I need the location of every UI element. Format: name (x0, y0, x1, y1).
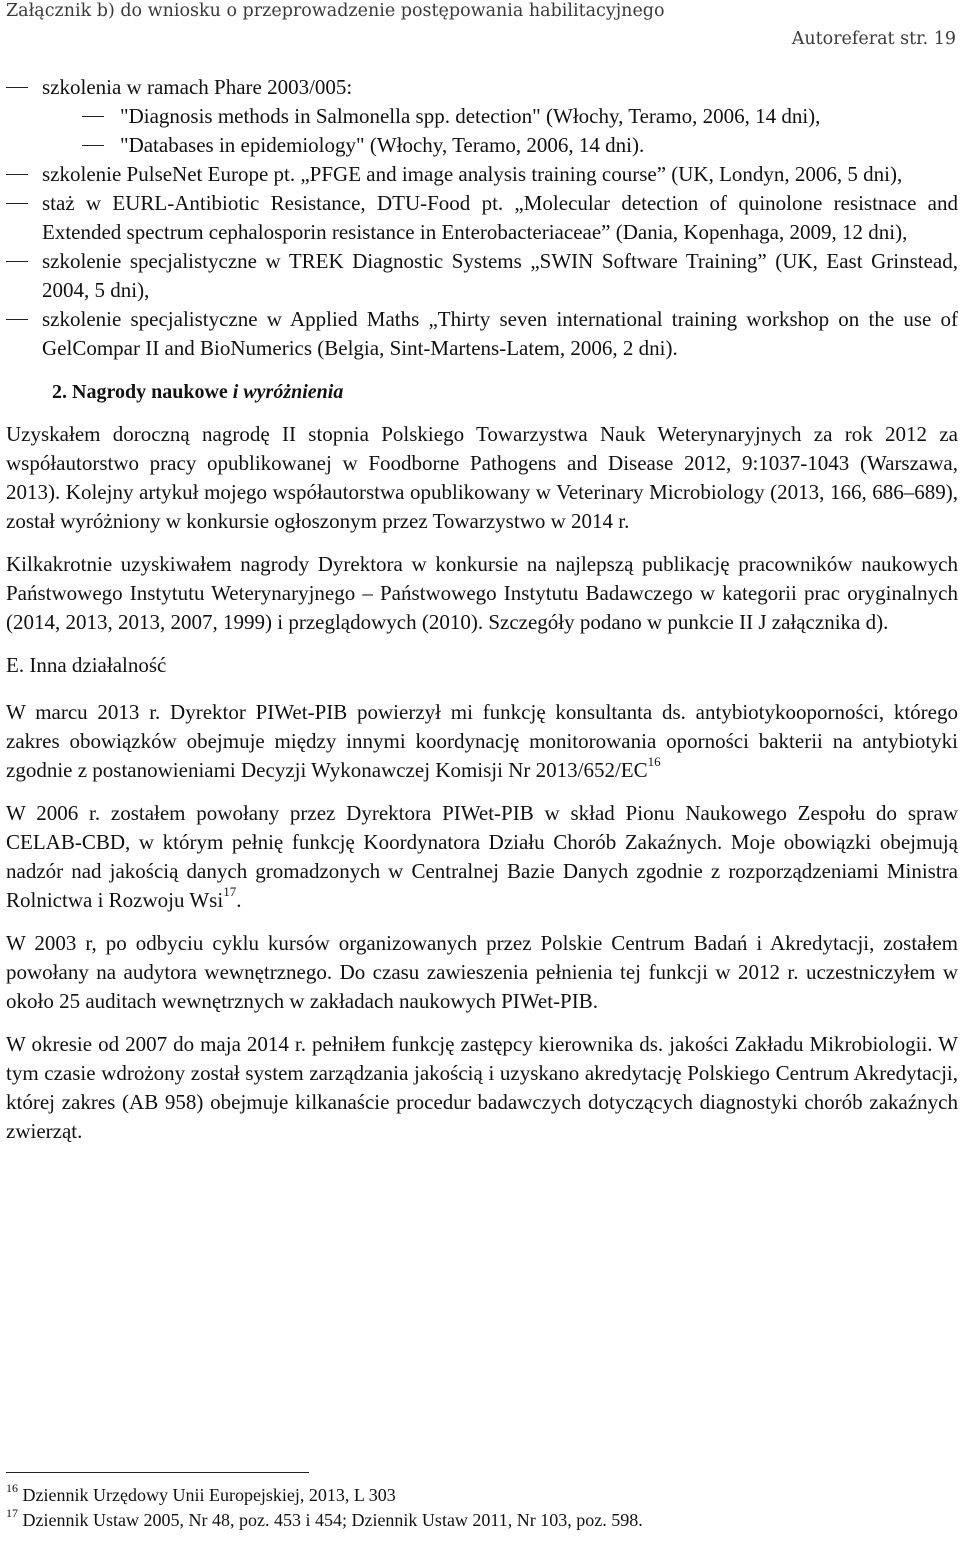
paragraph (6, 799, 958, 915)
section-title: Nagrody naukowe (72, 381, 228, 403)
page-number: Autoreferat str. 19 (791, 29, 956, 49)
paragraph (6, 698, 958, 785)
list-item (6, 305, 958, 363)
sublist-item (6, 102, 958, 131)
paragraph-text: W marcu 2013 r. Dyrektor PIWet-PIB powierzył mi funkcję konsultanta ds. antybiotykooporności, którego zakres obowiązków obejmuje między innymi koordynację monitorowania oporności bakterii na antybiotyki zgodnie z postanowieniami Decyzji Wykonawczej Komisji Nr 2013/652/EC (6, 700, 958, 782)
footnote (6, 1506, 643, 1531)
sublist-item (6, 131, 958, 160)
list-item-text: szkolenie PulseNet Europe pt. „PFGE and image analysis training course” (UK, Londyn, 2006, 5 dni), (42, 162, 903, 186)
footnote-ref[interactable]: 16 (647, 754, 661, 769)
paragraph: W 2003 r, po odbyciu cyklu kursów organizowanych przez Polskie Centrum Badań i Akredytacji, zostałem powołany na audytora wewnętrznego. Do czasu zawieszenia pełnienia tej funkcji w 2012 r. uczestniczyłem w około 25 auditach wewnętrznych w zakładach naukowych PIWet-PIB. (6, 931, 958, 1013)
header-title: Załącznik b) do wniosku o przeprowadzenie postępowania habilitacyjnego (6, 1, 665, 21)
footnote-ref[interactable]: 17 (223, 884, 237, 899)
list-item (6, 73, 958, 102)
list-item (6, 160, 958, 189)
list-item-text: szkolenie specjalistyczne w TREK Diagnostic Systems „SWIN Software Training” (UK, East Grinstead, 2004, 5 dni), (42, 249, 958, 302)
training-phare: szkolenia w ramach Phare 2003/005: (42, 75, 353, 99)
paragraph: W okresie od 2007 do maja 2014 r. pełniłem funkcję zastępcy kierownika ds. jakości Zakładu Mikrobiologii. W tym czasie wdrożony został system zarządzania jakością i uzyskano akredytację Polskiego Centrum Akredytacji, której zakres (AB 958) obejmuje kilkanaście procedur badawczych dotyczących diagnostyki chorób zakaźnych zwierząt. (6, 1032, 958, 1143)
list-item-text: szkolenie specjalistyczne w Applied Maths „Thirty seven international training workshop on the use of GelCompar II and BioNumerics (Belgia, Sint-Martens-Latem, 2006, 2 dni). (42, 307, 958, 360)
section-number: 2. (52, 381, 67, 403)
paragraph: Uzyskałem doroczną nagrodę II stopnia Polskiego Towarzystwa Nauk Weterynaryjnych za rok 2012 za współautorstwo pracy opublikowanej w Foodborne Pathogens and Disease 2012, 9:1037-1043 (Warszawa, 2013). Kolejny artykuł mojego współautorstwa opublikowany w Veterinary Microbiology (2013, 166, 686–689), został wyróżniony w konkursie ogłoszonym przez Towarzystwo w 2014 r. (6, 422, 958, 533)
section-e-heading: E. Inna działalność (6, 653, 167, 677)
footnote-separator (6, 1472, 309, 1473)
footnote-text: Dziennik Ustaw 2005, Nr 48, poz. 453 i 454; Dziennik Ustaw 2011, Nr 103, poz. 598. (22, 1510, 643, 1530)
footnote-number: 17 (6, 1506, 18, 1520)
footnote-number: 16 (6, 1481, 18, 1495)
list-item (6, 247, 958, 305)
section-title-italic: i wyróżnienia (232, 381, 344, 403)
sublist-item-text: "Diagnosis methods in Salmonella spp. detection" (Włochy, Teramo, 2006, 14 dni), (120, 104, 821, 128)
paragraph: Kilkakrotnie uzyskiwałem nagrody Dyrektora w konkursie na najlepszą publikację pracowników naukowych Państwowego Instytutu Weterynaryjnego – Państwowego Instytutu Badawczego w kategorii prac oryginalnych (2014, 2013, 2013, 2007, 1999) i przeglądowych (2010). Szczegóły podano w punkcie II J załącznika d). (6, 552, 958, 634)
page-header (6, 0, 960, 50)
list-item-text: staż w EURL-Antibiotic Resistance, DTU-Food pt. „Molecular detection of quinolone resistnace and Extended spectrum cephalosporin resistance in Enterobacteriaceae” (Dania, Kopenhaga, 2009, 12 dni), (42, 191, 958, 244)
document-body (6, 73, 958, 1160)
footnote-text: Dziennik Urzędowy Unii Europejskiej, 2013, L 303 (22, 1485, 396, 1505)
section-heading (52, 378, 958, 407)
paragraph-text: W 2006 r. zostałem powołany przez Dyrektora PIWet-PIB w skład Pionu Naukowego Zespołu do spraw CELAB-CBD, w którym pełnię funkcję Koordynatora Działu Chorób Zakaźnych. Moje obowiązki obejmują nadzór nad jakością danych gromadzonych w Centralnej Bazie Danych zgodnie z rozporządzeniami Ministra Rolnictwa i Rozwoju Wsi (6, 801, 958, 912)
paragraph-end: . (236, 888, 242, 912)
list-item (6, 189, 958, 247)
footnote (6, 1481, 396, 1506)
sublist-item-text: "Databases in epidemiology" (Włochy, Teramo, 2006, 14 dni). (120, 133, 645, 157)
